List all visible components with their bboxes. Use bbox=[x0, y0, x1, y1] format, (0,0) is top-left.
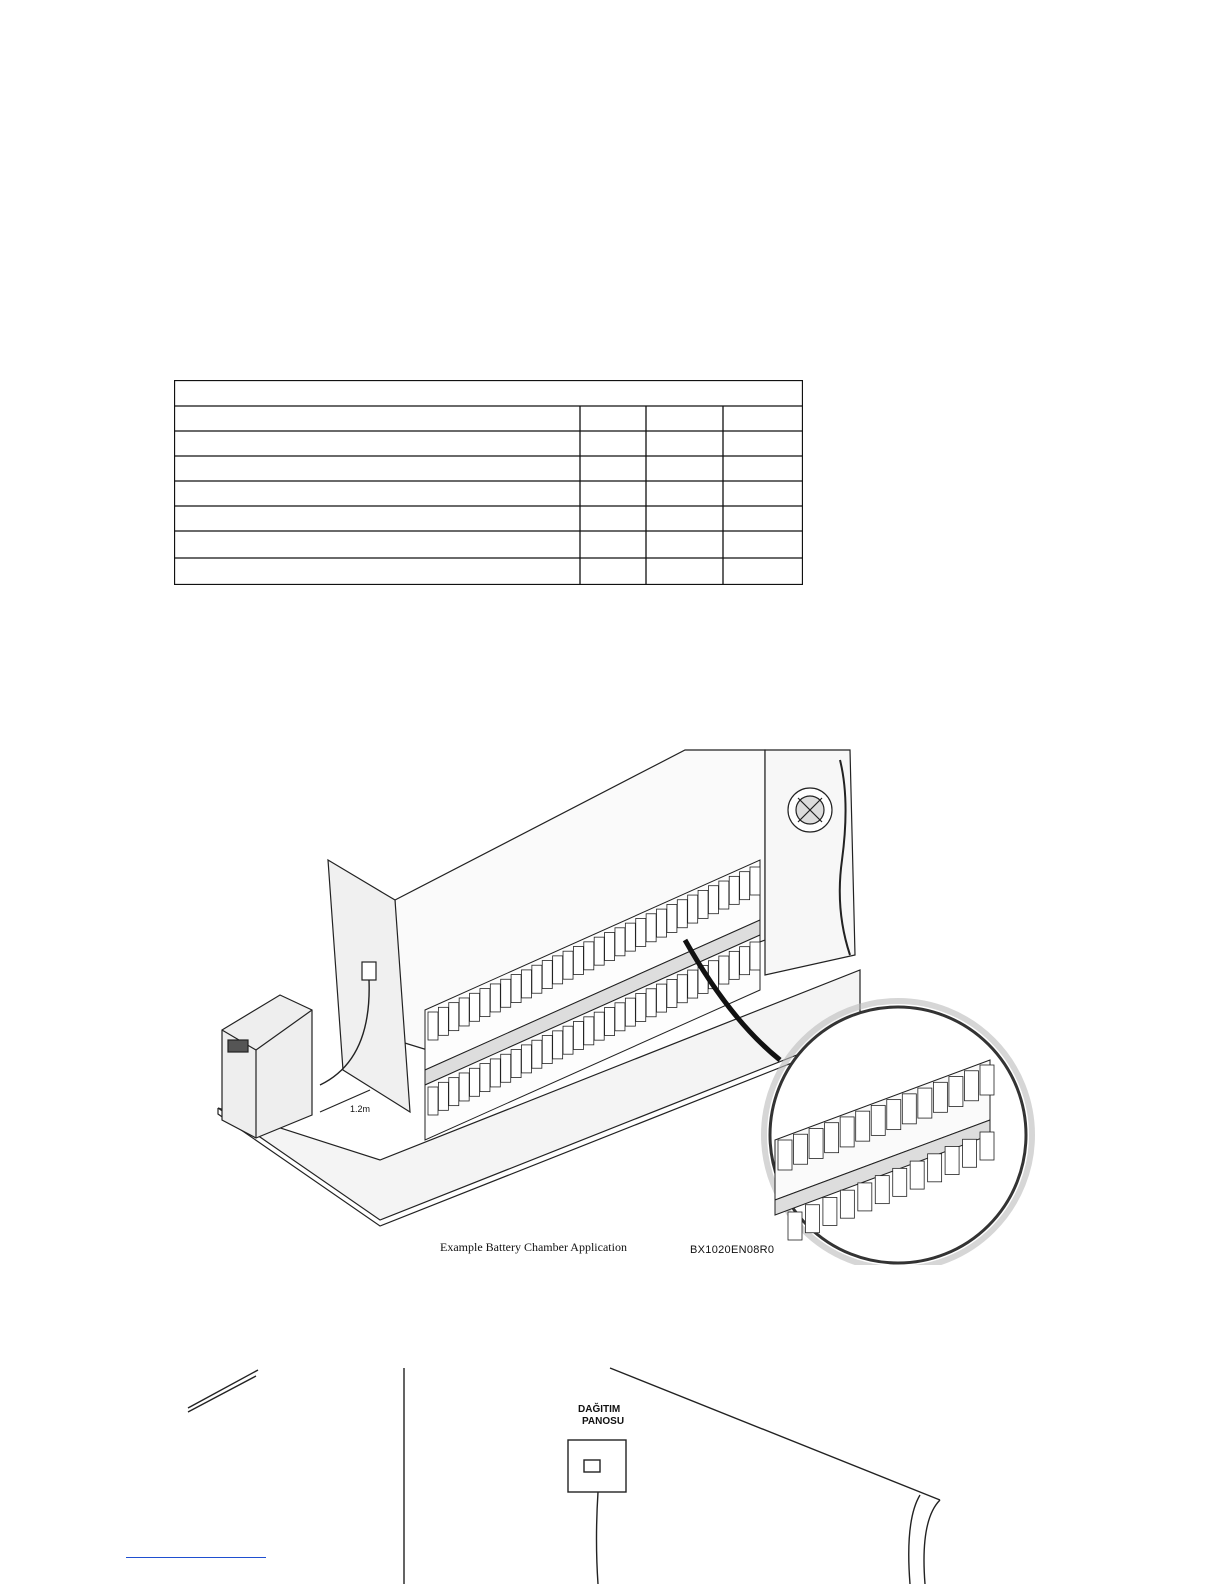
battery-cell bbox=[501, 1054, 511, 1082]
battery-cell bbox=[910, 1161, 924, 1189]
battery-cell bbox=[459, 1073, 469, 1101]
battery-cell bbox=[893, 1168, 907, 1196]
battery-cell bbox=[542, 961, 552, 989]
battery-cell bbox=[490, 984, 500, 1012]
battery-cell bbox=[794, 1134, 808, 1164]
battery-cell bbox=[501, 979, 511, 1007]
battery-cell bbox=[563, 951, 573, 979]
battery-cell bbox=[719, 881, 729, 909]
battery-cell bbox=[470, 993, 480, 1021]
battery-cell bbox=[825, 1123, 839, 1153]
battery-cell bbox=[459, 998, 469, 1026]
dimension-label: 1.2m bbox=[350, 1104, 371, 1114]
battery-cell bbox=[858, 1183, 872, 1211]
battery-cell bbox=[636, 918, 646, 946]
battery-cell bbox=[918, 1088, 932, 1118]
battery-cell bbox=[605, 1007, 615, 1035]
panel-label-line1: DAĞITIM bbox=[578, 1404, 621, 1415]
battery-cell bbox=[856, 1111, 870, 1141]
battery-cell bbox=[688, 970, 698, 998]
battery-cell bbox=[677, 975, 687, 1003]
battery-cell bbox=[563, 1026, 573, 1054]
battery-cell bbox=[809, 1128, 823, 1158]
battery-cell bbox=[887, 1100, 901, 1130]
battery-cell bbox=[840, 1190, 854, 1218]
battery-cell bbox=[945, 1147, 959, 1175]
battery-cell bbox=[750, 942, 760, 970]
battery-cell bbox=[740, 947, 750, 975]
battery-cell bbox=[594, 937, 604, 965]
battery-cell bbox=[521, 970, 531, 998]
battery-cell bbox=[470, 1068, 480, 1096]
battery-cell bbox=[428, 1012, 438, 1040]
battery-cell bbox=[964, 1071, 978, 1101]
footnote-link-underline bbox=[126, 1557, 266, 1558]
battery-cell bbox=[980, 1065, 994, 1095]
battery-cell bbox=[963, 1139, 977, 1167]
battery-cell bbox=[438, 1007, 448, 1035]
battery-cell bbox=[532, 1040, 542, 1068]
battery-cell bbox=[646, 989, 656, 1017]
battery-cell bbox=[542, 1036, 552, 1064]
battery-cell bbox=[980, 1132, 994, 1160]
battery-cell bbox=[688, 895, 698, 923]
battery-cell bbox=[667, 979, 677, 1007]
battery-cell bbox=[657, 984, 667, 1012]
battery-cell bbox=[605, 932, 615, 960]
empty-table bbox=[174, 380, 803, 585]
battery-cell bbox=[823, 1197, 837, 1225]
battery-cell bbox=[594, 1012, 604, 1040]
battery-cell bbox=[902, 1094, 916, 1124]
battery-cell bbox=[480, 989, 490, 1017]
distribution-panel-illustration bbox=[180, 1360, 970, 1584]
battery-cell bbox=[729, 876, 739, 904]
battery-cell bbox=[729, 951, 739, 979]
figure-caption: Example Battery Chamber Application bbox=[440, 1240, 627, 1254]
battery-cell bbox=[449, 1003, 459, 1031]
battery-cell bbox=[511, 975, 521, 1003]
battery-cell bbox=[840, 1117, 854, 1147]
battery-cell bbox=[636, 993, 646, 1021]
battery-cell bbox=[428, 1087, 438, 1115]
battery-cell bbox=[805, 1205, 819, 1233]
battery-cell bbox=[584, 1017, 594, 1045]
battery-cell bbox=[778, 1140, 792, 1170]
battery-cell bbox=[667, 904, 677, 932]
battery-cell bbox=[490, 1059, 500, 1087]
panel-label-line2: PANOSU bbox=[582, 1416, 625, 1427]
battery-cell bbox=[698, 890, 708, 918]
battery-cell bbox=[625, 998, 635, 1026]
battery-cell bbox=[584, 942, 594, 970]
battery-cell bbox=[573, 947, 583, 975]
battery-cell bbox=[875, 1176, 889, 1204]
battery-cell bbox=[553, 1031, 563, 1059]
battery-cell bbox=[871, 1105, 885, 1135]
battery-cell bbox=[573, 1022, 583, 1050]
battery-cell bbox=[615, 928, 625, 956]
battery-cell bbox=[449, 1078, 459, 1106]
battery-cell bbox=[615, 1003, 625, 1031]
battery-chamber-illustration bbox=[210, 740, 1050, 1265]
battery-cell bbox=[438, 1082, 448, 1110]
battery-cell bbox=[928, 1154, 942, 1182]
battery-cell bbox=[719, 956, 729, 984]
battery-cell bbox=[750, 867, 760, 895]
battery-cell bbox=[553, 956, 563, 984]
battery-cell bbox=[740, 872, 750, 900]
figure-code: BX1020EN08R0 bbox=[690, 1244, 775, 1256]
battery-cell bbox=[949, 1077, 963, 1107]
battery-cell bbox=[646, 914, 656, 942]
battery-cell bbox=[625, 923, 635, 951]
battery-cell bbox=[511, 1050, 521, 1078]
battery-cell bbox=[657, 909, 667, 937]
battery-cell bbox=[480, 1064, 490, 1092]
battery-cell bbox=[933, 1082, 947, 1112]
battery-cell bbox=[532, 965, 542, 993]
battery-cell bbox=[677, 900, 687, 928]
battery-cell bbox=[708, 886, 718, 914]
battery-cell bbox=[788, 1212, 802, 1240]
battery-cell bbox=[521, 1045, 531, 1073]
